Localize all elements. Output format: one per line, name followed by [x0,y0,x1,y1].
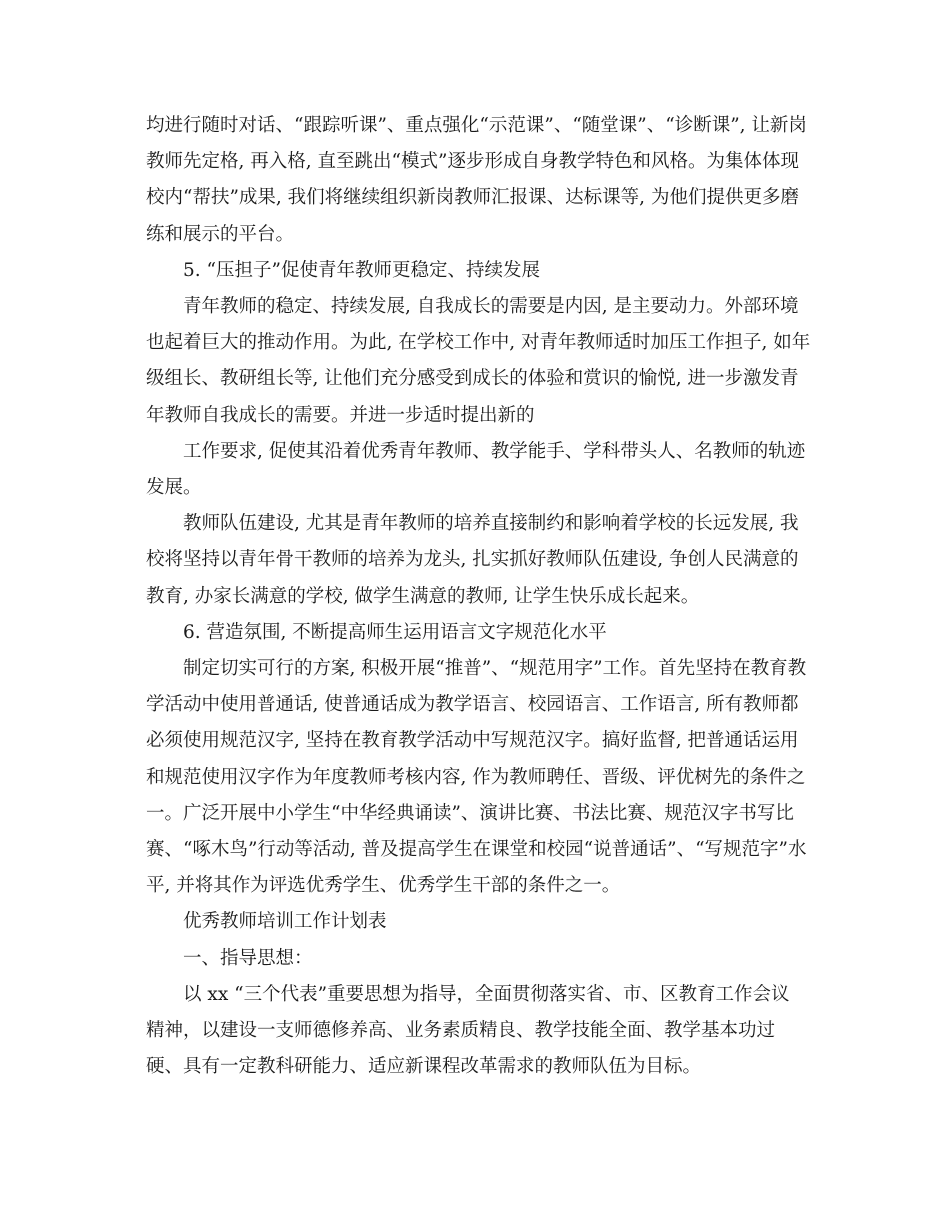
text-line: 教师先定格, 再入格, 直至跳出“模式”逐步形成自身教学特色和风格。为集体体现 [146,151,799,173]
paragraph-3 [146,434,816,506]
text-line: 必须使用规范汉字, 坚持在教育教学活动中写规范汉字。搞好监督, 把普通话运用 [146,730,799,752]
text-line: 也起着巨大的推动作用。为此, 在学校工作中, 对青年教师适时加压工作担子, 如年 [146,332,811,354]
paragraph-6 [146,977,816,1086]
paragraph-2 [146,289,816,434]
text-line: 一。广泛开展中小学生“中华经典诵读”、演讲比赛、书法比赛、规范汉字书写比 [146,802,794,824]
text-line: 发展。 [146,477,202,499]
document-body [146,108,816,1085]
text-line: 5. “压担子”促使青年教师更稳定、持续发展 [183,259,540,281]
section-heading-5 [146,253,816,289]
paragraph-1 [146,108,816,253]
text-line: 青年教师的稳定、持续发展, 自我成长的需要是内因, 是主要动力。外部环境 [183,296,799,318]
text-line: 工作要求, 促使其沿着优秀青年教师、教学能手、学科带头人、名教师的轨迹 [183,440,806,462]
text-line: 练和展示的平台。 [146,223,295,245]
text-line: 以 xx “三个代表”重要思想为指导，全面贯彻落实省、市、区教育工作会议 [183,983,790,1005]
text-line: 制定切实可行的方案, 积极开展“推普”、“规范用字”工作。首先坚持在教育教 [183,658,807,680]
section-heading-guiding-ideas [146,941,816,977]
text-line: 教育, 办家长满意的学校, 做学生满意的教师, 让学生快乐成长起来。 [146,585,700,607]
text-line: 教师队伍建设, 尤其是青年教师的培养直接制约和影响着学校的长远发展, 我 [183,513,799,535]
text-line: 均进行随时对话、“跟踪听课”、重点强化“示范课”、“随堂课”、“诊断课”, 让新岗 [146,115,807,136]
text-line: 平, 并将其作为评选优秀学生、优秀学生干部的条件之一。 [146,875,621,897]
section-heading-6 [146,615,816,651]
text-line: 一、指导思想： [183,947,313,969]
paragraph-4 [146,506,816,615]
paragraph-5 [146,651,816,904]
text-line: 精神，以建设一支师德修养高、业务素质精良、教学技能全面、教学基本功过 [146,1020,776,1042]
text-line: 年教师自我成长的需要。并进一步适时提出新的 [146,404,535,426]
text-line: 学活动中使用普通话, 使普通话成为教学语言、校园语言、工作语言, 所有教师都 [146,694,799,716]
text-line: 硬、具有一定教科研能力、适应新课程改革需求的教师队伍为目标。 [146,1056,702,1078]
text-line: 和规范使用汉字作为年度教师考核内容, 作为教师聘任、晋级、评优树先的条件之 [146,766,806,788]
document-subtitle [146,904,816,940]
text-line: 校将坚持以青年骨干教师的培养为龙头, 扎实抓好教师队伍建设, 争创人民满意的 [146,549,799,571]
text-line: 校内“帮扶”成果, 我们将继续组织新岗教师汇报课、达标课等, 为他们提供更多磨 [146,187,799,209]
text-line: 6. 营造氛围, 不断提高师生运用语言文字规范化水平 [183,621,607,643]
text-line: 赛、“啄木鸟”行动等活动, 普及提高学生在课堂和校园“说普通话”、“写规范字”水 [146,839,807,861]
text-line: 级组长、教研组长等, 让他们充分感受到成长的体验和赏识的愉悦, 进一步激发青 [146,368,799,390]
text-line: 优秀教师培训工作计划表 [183,911,387,933]
